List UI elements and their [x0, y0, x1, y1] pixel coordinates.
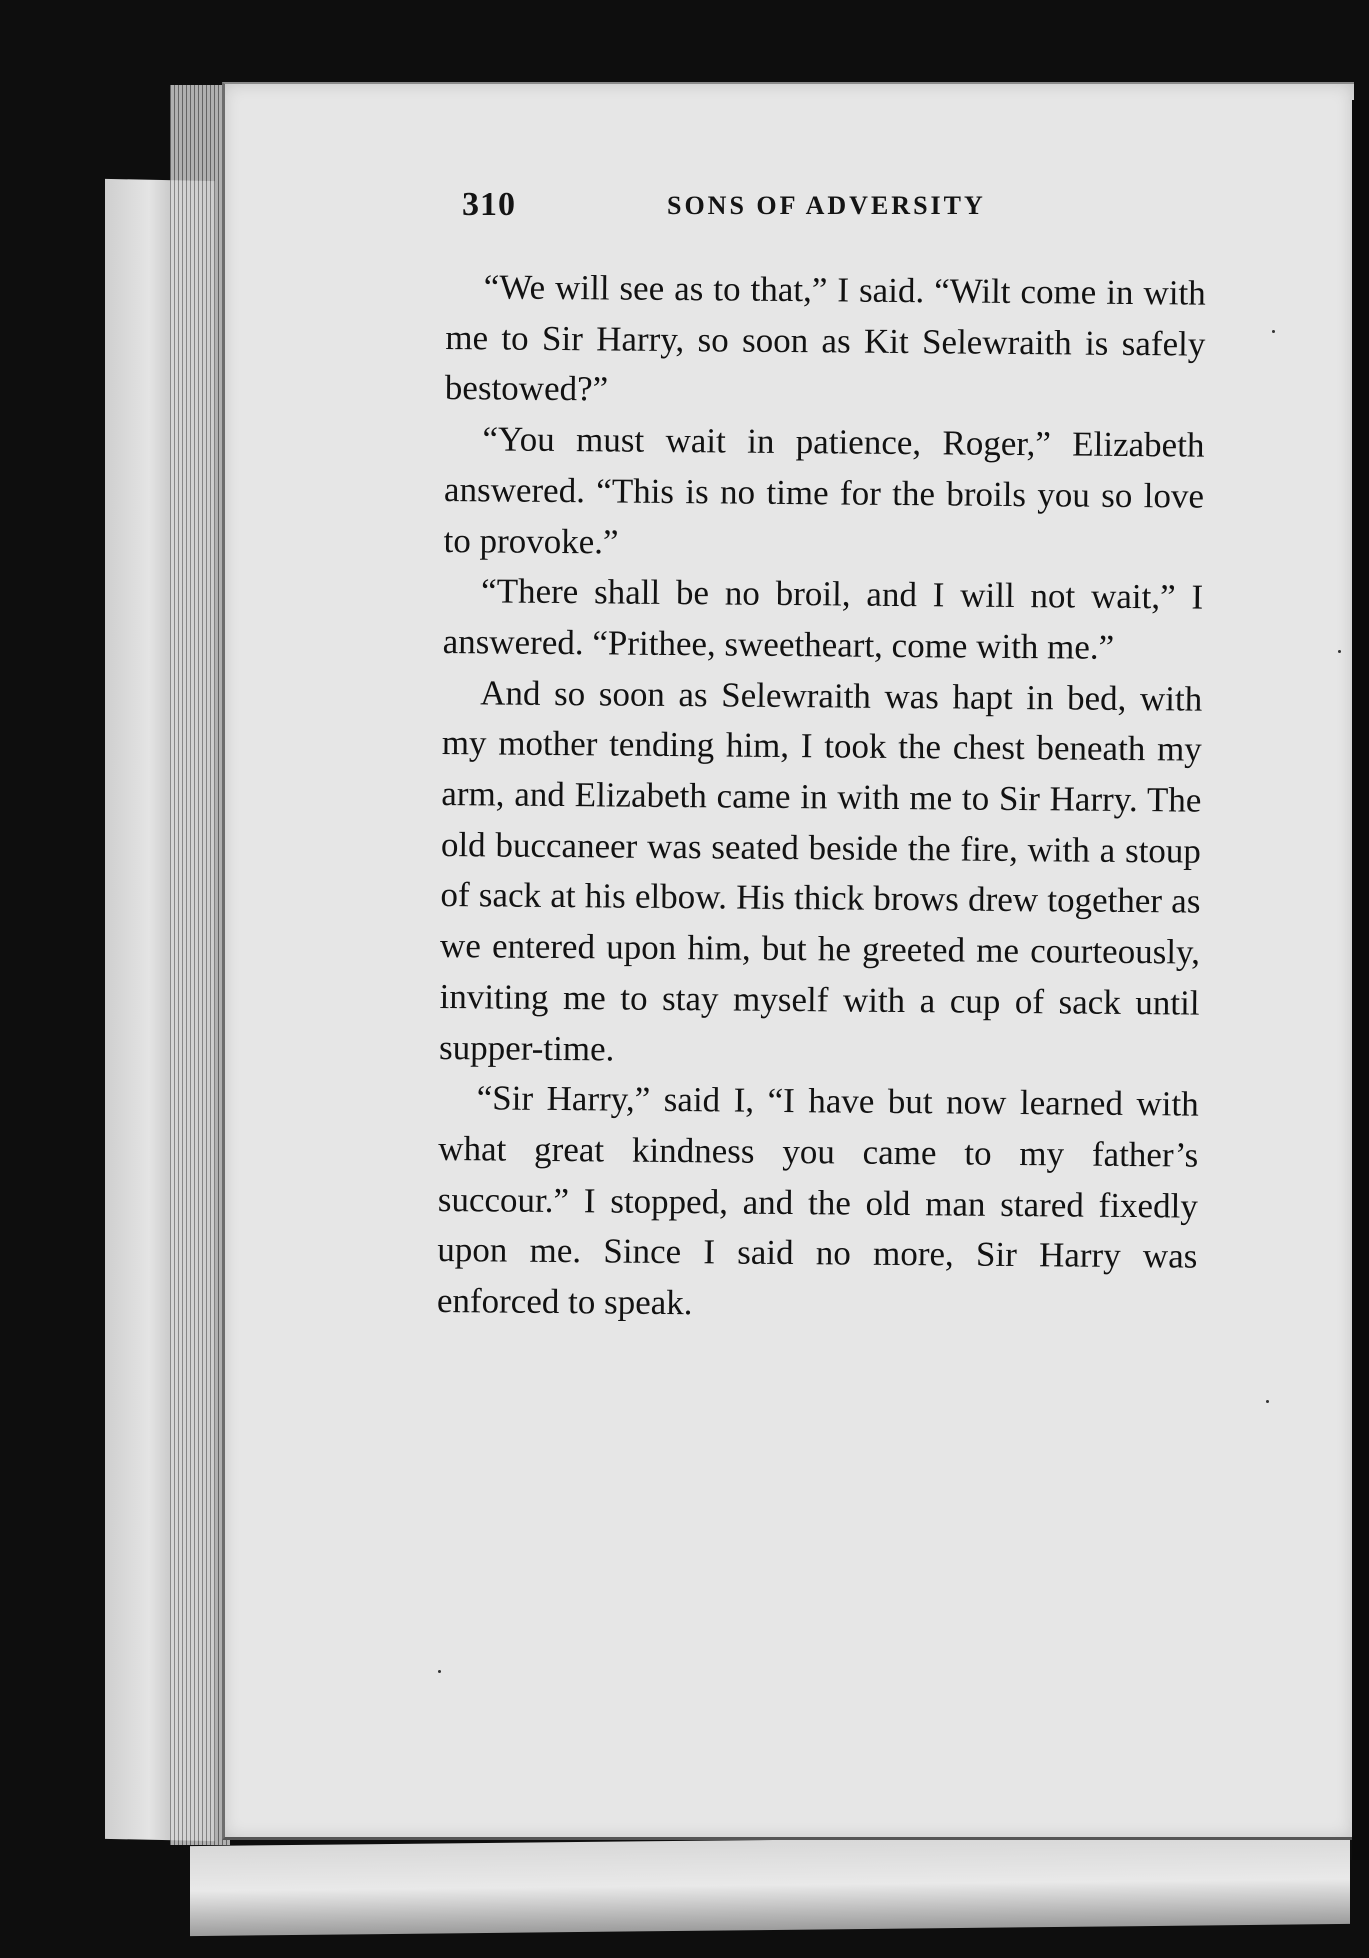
paragraph: “We will see as to that,” I said. “Wilt come in with me to Sir Harry, so soon as Kit Selewraith is safely bestowed?”: [444, 267, 1206, 409]
paragraph: “You must wait in patience, Roger,” Elizabeth answered. “This is no time for the broils you so love to provoke.”: [443, 419, 1205, 562]
page-number: 310: [462, 186, 516, 223]
page-header: [462, 186, 1222, 236]
scan-speck: [1266, 1400, 1269, 1403]
scan-speck: [1272, 330, 1275, 333]
bottom-page-edge: [190, 1834, 1350, 1936]
page-stack-lines: [170, 85, 230, 1845]
scan-speck: [438, 1670, 441, 1673]
running-head: SONS OF ADVERSITY: [667, 191, 986, 220]
paragraph: And so soon as Selewraith was hapt in bed, with my mother tending him, I took the chest beneath my arm, and Elizabeth came in with me to Sir Harry. The old buccaneer was seated beside the fire, with a stoup of sack at his elbow. His thick brows drew together as we entered upon him, but he greeted me courteously, inviting me to stay myself with a cup of sack until supper-time.: [438, 672, 1203, 1069]
paragraph: “There shall be no broil, and I will not wait,” I answered. “Prithee, sweetheart, come with me.”: [442, 571, 1204, 667]
right-shadow: [1352, 100, 1369, 1860]
scan-speck: [1338, 650, 1341, 653]
paragraph: “Sir Harry,” said I, “I have but now learned with what great kindness you came to my father’s succour.” I stopped, and the old man stared fixedly upon me. Since I said no more, Sir Harry was enforced to speak.: [436, 1078, 1199, 1323]
body-text: [437, 262, 1206, 1333]
